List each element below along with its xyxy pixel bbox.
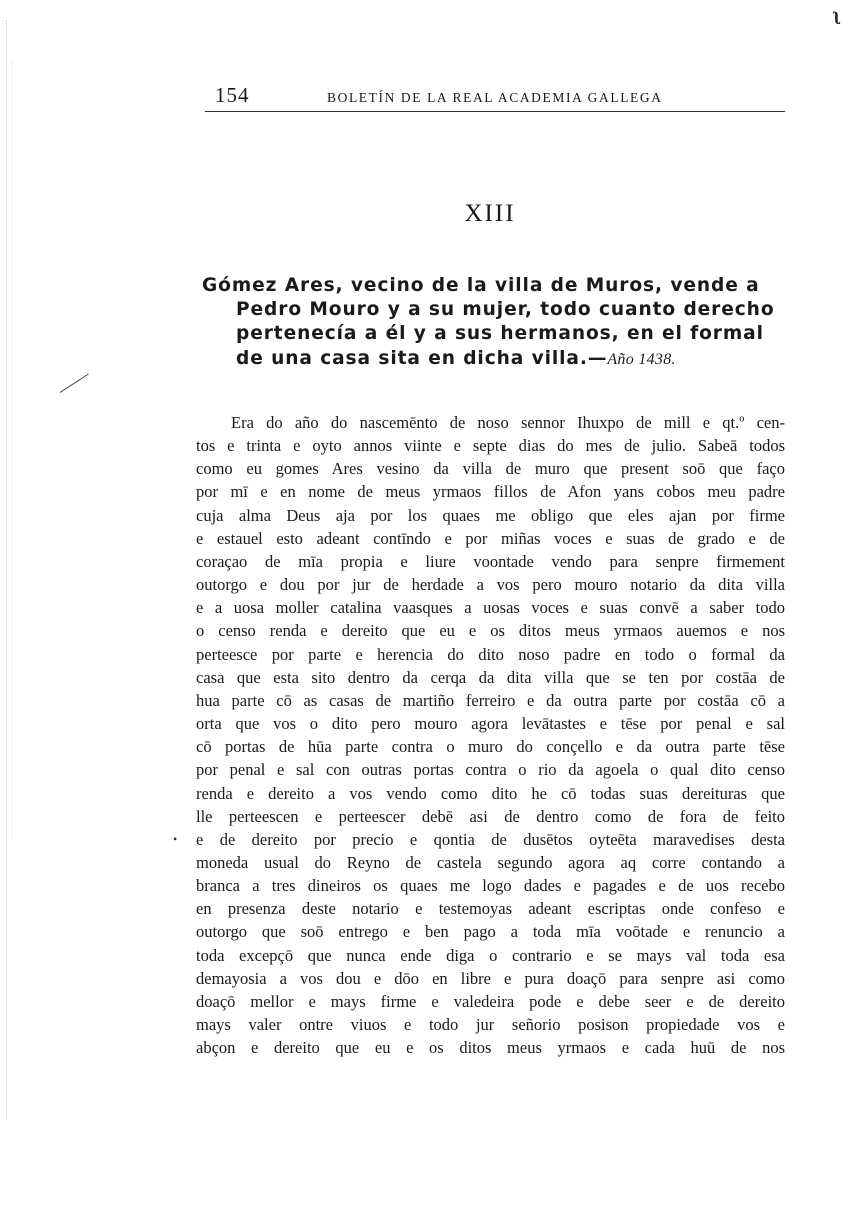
text-line: abçon e dereito que eu e os ditos meus yrmaos e cada huū de nos [196, 1038, 785, 1058]
text-line: demayosia a vos dou e dōo en libre e pura doaçō para senpre asi como [196, 968, 785, 988]
text-line: doaçō mellor e mays firme e valedeira pode e debe seer e de dereito [196, 991, 785, 1011]
text-line: renda e dereito a vos vendo como dito he cō todas suas dereituras que [196, 783, 785, 803]
heading-line: pertenecía a él y a sus hermanos, en el formal [236, 323, 764, 345]
text-line: en presenza deste notario e testemoyas adeant escriptas onde confeso e [196, 899, 785, 919]
text-line: coraçao de mīa propia e liure voontade vendo para senpre firmement [196, 551, 785, 571]
pencil-margin-mark [60, 374, 89, 393]
document-number: XIII [464, 200, 516, 227]
text-line: cō portas de hūa parte contra o muro do conçello e da outra parte tēse [196, 737, 785, 757]
text-line: outorgo e dou por jur de herdade a vos pero mouro notario da dita villa [196, 575, 785, 595]
text-line: lle perteescen e perteescer debē asi de dentro como de fora de feito [196, 806, 785, 826]
text-line: e de dereito por precio e qontia de dusētos oyteēta maravedises desta [196, 829, 785, 849]
heading-line: Pedro Mouro y a su mujer, todo cuanto derecho [236, 299, 775, 321]
document-heading [202, 274, 785, 372]
text-line: mays valer ontre viuos e todo jur señorio posison propiedade vos e [196, 1015, 785, 1035]
text-line: e estauel esto adeant contīndo e por miñas voces e suas de grado e de [196, 528, 785, 548]
text-line: hua parte cō as casas de martiño ferreiro e da outra parte por costāa cō a [196, 690, 785, 710]
text-line: como eu gomes Ares vesino da villa de muro que present soō que faço [196, 459, 785, 479]
transcription-body [196, 411, 785, 1059]
heading-line-last [202, 347, 785, 372]
text-line: perteesce por parte e herencia do dito noso padre en todo o formal da [196, 644, 785, 664]
header-rule [205, 111, 785, 112]
running-head [205, 82, 782, 108]
text-line: branca a tres dineiros os quaes me logo dades e pagades e de uos recebo [196, 876, 785, 896]
text-line: Era do año do nascemēnto de noso sennor Ihuxpo de mill e qt.º cen- [231, 413, 785, 432]
heading-date: Año 1438. [607, 350, 676, 368]
scan-margin-specks [12, 60, 14, 840]
text-line: por mī e en nome de meus yrmaos fillos de Afon yans cobos meu padre [196, 482, 785, 502]
heading-text: de una casa sita en dicha villa. [236, 347, 588, 369]
text-line: tos e trinta e oyto annos viinte e septe dias do mes de julio. Sabeā todos [196, 436, 785, 456]
heading-line: Gómez Ares, vecino de la villa de Muros, vende a [202, 275, 760, 296]
text-line: casa que esta sito dentro da cerqa da dita villa que se ten por costāa de [196, 667, 785, 687]
text-line: toda excepçō que nunca ende diga o contrario e se mays val toda esa [196, 945, 785, 965]
journal-title: BOLETÍN DE LA REAL ACADEMIA GALLEGA [327, 90, 663, 105]
text-line: cuja alma Deus aja por los quaes me obligo que eles ajan por firme [196, 505, 785, 525]
text-line: por penal e sal con outras portas contra o rio da agoela o qual dito censo [196, 760, 785, 780]
text-line: outorgo que soō entrego e ben pago a toda mīa voōtade e renuncio a [196, 922, 785, 942]
page-number: 154 [215, 83, 250, 107]
heading-dash: — [587, 347, 608, 369]
text-line: orta que vos o dito pero mouro agora levātastes e tēse por penal e sal [196, 714, 785, 734]
text-line: o censo renda e dereito que eu e os ditos meus yrmaos auemos e nos [196, 621, 785, 641]
margin-mark: • [173, 832, 178, 846]
text-line: moneda usual do Reyno de castela segundo agora aq corre contando a [196, 852, 785, 872]
page-edge-mark: ʅ [833, 4, 840, 24]
text-line: e a uosa moller catalina vaasques a uosas voces e suas convē a saber todo [196, 598, 785, 618]
